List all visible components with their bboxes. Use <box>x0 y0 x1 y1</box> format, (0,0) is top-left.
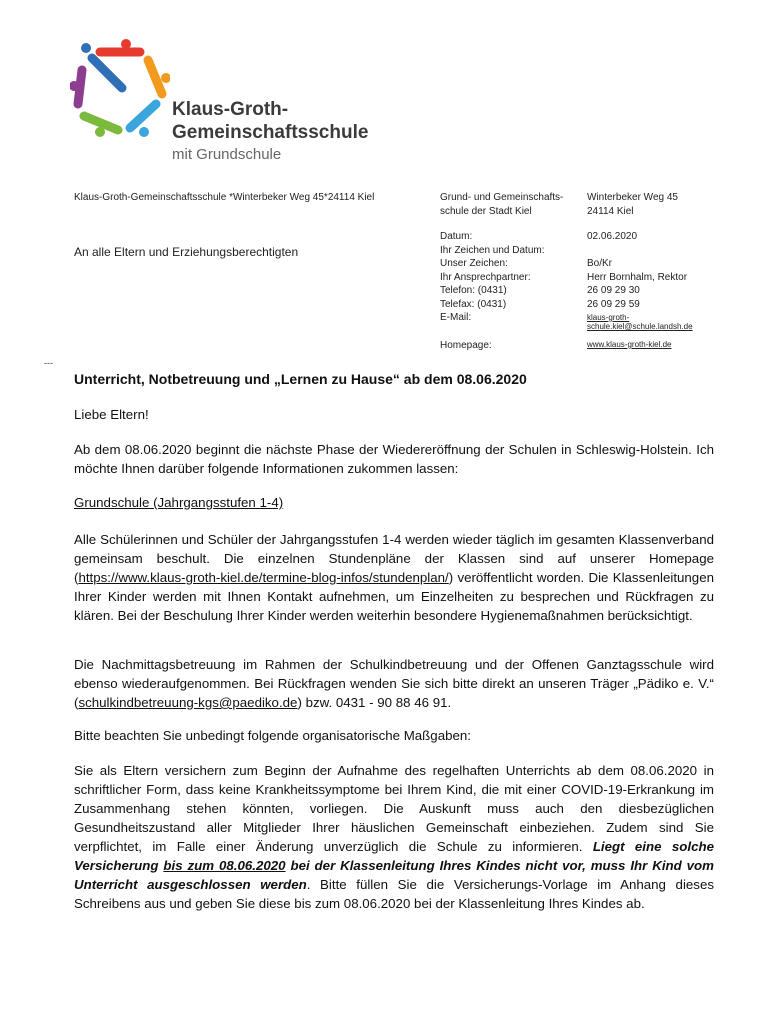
logo-figures <box>78 52 162 130</box>
intro-paragraph: Ab dem 08.06.2020 beginnt die nächste Phase der Wiedereröffnung der Schulen in Schleswig-Holstein. Ich möchte Ihnen darüber folgende Informationen zukommen lassen: <box>74 442 714 476</box>
info-address-line2: 24114 Kiel <box>587 205 634 217</box>
telefax-value: 26 09 29 59 <box>587 298 640 310</box>
info-values <box>587 230 687 311</box>
school-subtitle: mit Grundschule <box>172 146 282 163</box>
para1-text1: Alle Schülerinnen und Schüler der Jahrgangsstufen 1-4 werden wieder täglich im gesamten Klassenverband gemeinsam beschult. Die einzelnen Stundenpläne der Klassen sind auf unserer Homepage ( <box>74 532 714 585</box>
school-logo <box>70 38 170 138</box>
salutation: Liebe Eltern! <box>74 407 149 422</box>
homepage-link[interactable]: www.klaus-groth-kiel.de <box>587 340 672 349</box>
recipient: An alle Eltern und Erziehungsberechtigten <box>74 245 299 259</box>
email-link-line1[interactable]: klaus-groth- <box>587 313 630 322</box>
info-address <box>587 191 678 218</box>
email-link[interactable] <box>587 313 693 331</box>
homepage-label: Homepage: <box>440 340 492 351</box>
paragraph-betreuung <box>74 655 714 712</box>
para4-bold1: Liegt eine solche Versicherung <box>74 839 714 873</box>
ihr-zeichen-label: Ihr Zeichen und Datum: <box>440 244 545 256</box>
info-org-line1: Grund- und Gemeinschafts- <box>440 192 564 203</box>
letter-subject: Unterricht, Notbetreuung und „Lernen zu Hause“ ab dem 08.06.2020 <box>74 371 527 387</box>
telefon-label: Telefon: (0431) <box>440 285 507 296</box>
sender-line: Klaus-Groth-Gemeinschaftsschule *Winterbeker Weg 45*24114 Kiel <box>74 192 375 203</box>
paediko-email-link[interactable]: schulkindbetreuung-kgs@paediko.de <box>78 695 298 710</box>
info-org-line2: schule der Stadt Kiel <box>440 205 532 217</box>
school-name-line2: Gemeinschaftsschule <box>172 122 369 143</box>
email-label: E-Mail: <box>440 312 472 323</box>
info-org <box>440 191 563 218</box>
ansprechpartner-label: Ihr Ansprechpartner: <box>440 271 531 283</box>
unser-zeichen-value: Bo/Kr <box>587 258 613 269</box>
para4-text1: Sie als Eltern versichern zum Beginn der Aufnahme des regelhaften Unterrichts ab dem 08.06.2020 in schriftlicher Form, dass keine Krankheitssymptome bei Ihrem Kind, die mit einer COVID-19-Erkrankung im Zusammenhang stehen könnten, vorliegen. Die Auskunft muss auch den diesbezüglichen Gesundheitszustand aller Mitglieder Ihrer häuslichen Gemeinschaft einbeziehen. Zudem sind Sie verpflichtet, im Falle einer Änderung unverzüglich die Schule zu informieren. <box>74 763 714 854</box>
fold-mark: --- <box>44 358 53 368</box>
school-name-line1: Klaus-Groth- <box>172 99 289 120</box>
para2-text1: Die Nachmittagsbetreuung im Rahmen der Schulkindbetreuung und der Offenen Ganztagsschule wird ebenso wiederaufgenommen. Bei Rückfragen wenden Sie sich bitte direkt an unseren Träger „Pädiko e. V.“ ( <box>74 657 714 710</box>
datum-value: 02.06.2020 <box>587 231 638 242</box>
school-name <box>172 98 432 144</box>
stundenplan-link[interactable]: https://www.klaus-groth-kiel.de/termine-blog-infos/stundenplan/ <box>78 570 449 585</box>
para4-text2: . Bitte füllen Sie die Versicherungs-Vorlage im Anhang dieses Schreibens aus und geben Sie diese bis zum 08.06.2020 bei der Klassenleitung Ihres Kindes ab. <box>74 877 714 911</box>
ihr-zeichen-value <box>587 244 687 258</box>
telefon-value: 26 09 29 30 <box>587 285 640 296</box>
unser-zeichen-label: Unser Zeichen: <box>440 258 508 269</box>
para2-text2: ) bzw. 0431 - 90 88 46 91. <box>297 695 452 710</box>
paragraph-grundschule <box>74 530 714 625</box>
email-link-line2[interactable]: schule.kiel@schule.landsh.de <box>587 322 693 331</box>
paragraph-massgaben: Bitte beachten Sie unbedingt folgende organisatorische Maßgaben: <box>74 728 471 743</box>
paragraph-versicherung <box>74 761 714 913</box>
datum-label: Datum: <box>440 231 473 242</box>
ansprechpartner-value: Herr Bornhalm, Rektor <box>587 271 688 283</box>
section-heading: Grundschule (Jahrgangsstufen 1-4) <box>74 495 284 510</box>
telefax-label: Telefax: (0431) <box>440 298 507 310</box>
para4-bold-deadline: bis zum 08.06.2020 <box>163 858 286 873</box>
para4-bold2: bei der Klassenleitung Ihres Kindes nicht vor, muss Ihr Kind vom Unterricht ausgeschlossen werden <box>74 858 714 892</box>
info-labels <box>440 230 545 325</box>
para1-text2: ) veröffentlicht worden. Die Klassenleitungen Ihrer Kinder werden mit Ihnen Kontakt aufnehmen, um Einzelheiten zu besprechen und Rückfragen zu klären. Bei der Beschulung Ihrer Kinder werden weiterhin besondere Hygienemaßnahmen berücksichtigt. <box>74 570 714 623</box>
info-address-line1: Winterbeker Weg 45 <box>587 192 678 203</box>
